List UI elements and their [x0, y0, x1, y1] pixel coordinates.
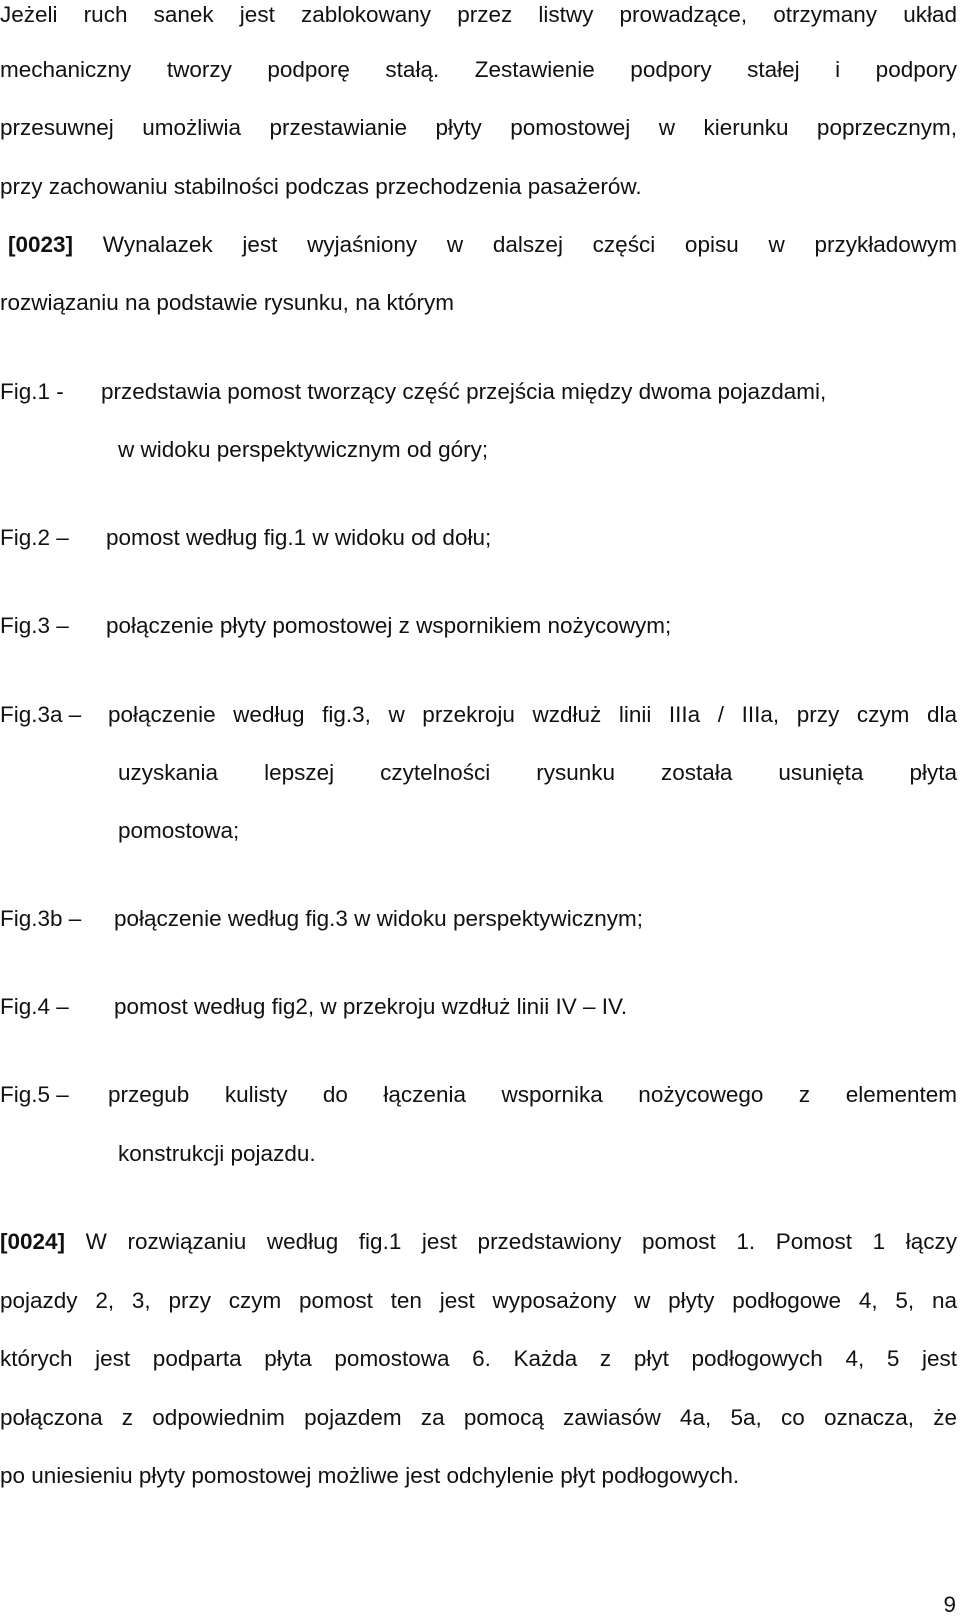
- paragraph-0024-text: W rozwiązaniu według fig.1 jest przedstawiony pomost 1. Pomost 1 łączy: [85, 1229, 957, 1254]
- fig-4-label: Fig.4 –: [0, 994, 69, 1019]
- paragraph-0023-line-1: [8, 230, 957, 260]
- paragraph-0023-line-2: rozwiązaniu na podstawie rysunku, na którym: [0, 290, 454, 315]
- intro-line-2: mechaniczny tworzy podporę stałą. Zestawienie podpory stałej i podpory: [0, 57, 957, 82]
- fig-5-text-line-1: przegub kulisty do łączenia wspornika nożycowego z elementem: [108, 1082, 957, 1107]
- fig-4-text: pomost według fig2, w przekroju wzdłuż linii IV – IV.: [114, 994, 628, 1019]
- fig-3b-text: połączenie według fig.3 w widoku perspektywicznym;: [114, 906, 644, 931]
- fig-3a-text-line-2: uzyskania lepszej czytelności rysunku została usunięta płyta: [118, 760, 957, 785]
- paragraph-0024-line-4: połączona z odpowiednim pojazdem za pomocą zawiasów 4a, 5a, co oznacza, że: [0, 1405, 957, 1430]
- paragraph-0023-text: Wynalazek jest wyjaśniony w dalszej części opisu w przykładowym: [102, 232, 957, 257]
- fig-3a-text-line-3: pomostowa;: [118, 818, 240, 843]
- fig-3b-label: Fig.3b –: [0, 906, 82, 931]
- intro-line-3: przesuwnej umożliwia przestawianie płyty pomostowej w kierunku poprzecznym,: [0, 115, 957, 140]
- fig-3-label: Fig.3 –: [0, 613, 69, 638]
- intro-line-4: przy zachowaniu stabilności podczas przechodzenia pasażerów.: [0, 174, 642, 199]
- fig-3a-text-line-1: połączenie według fig.3, w przekroju wzdłuż linii IIIa / IIIa, przy czym dla: [108, 702, 957, 727]
- fig-5-label: Fig.5 –: [0, 1082, 69, 1107]
- paragraph-marker-0024: [0024]: [0, 1229, 66, 1254]
- fig-5-text-line-2: konstrukcji pojazdu.: [118, 1141, 316, 1166]
- fig-2-label: Fig.2 –: [0, 525, 69, 550]
- page-number: 9: [943, 1592, 956, 1617]
- paragraph-0024-line-1: [0, 1227, 957, 1257]
- fig-3-text: połączenie płyty pomostowej z wspornikiem nożycowym;: [106, 613, 672, 638]
- fig-3a-label: Fig.3a –: [0, 702, 82, 727]
- paragraph-marker-0023: [0023]: [8, 232, 74, 257]
- fig-1-text-line-2: w widoku perspektywicznym od góry;: [118, 437, 489, 462]
- paragraph-0024-line-2: pojazdy 2, 3, przy czym pomost ten jest wyposażony w płyty podłogowe 4, 5, na: [0, 1288, 957, 1313]
- fig-1-label: Fig.1 -: [0, 379, 64, 404]
- fig-2-text: pomost według fig.1 w widoku od dołu;: [106, 525, 492, 550]
- paragraph-0024-line-5: po uniesieniu płyty pomostowej możliwe jest odchylenie płyt podłogowych.: [0, 1463, 740, 1488]
- intro-line-1: Jeżeli ruch sanek jest zablokowany przez listwy prowadzące, otrzymany układ: [0, 2, 957, 27]
- fig-1-text-line-1: przedstawia pomost tworzący część przejścia między dwoma pojazdami,: [101, 379, 827, 404]
- paragraph-0024-line-3: których jest podparta płyta pomostowa 6. Każda z płyt podłogowych 4, 5 jest: [0, 1346, 957, 1371]
